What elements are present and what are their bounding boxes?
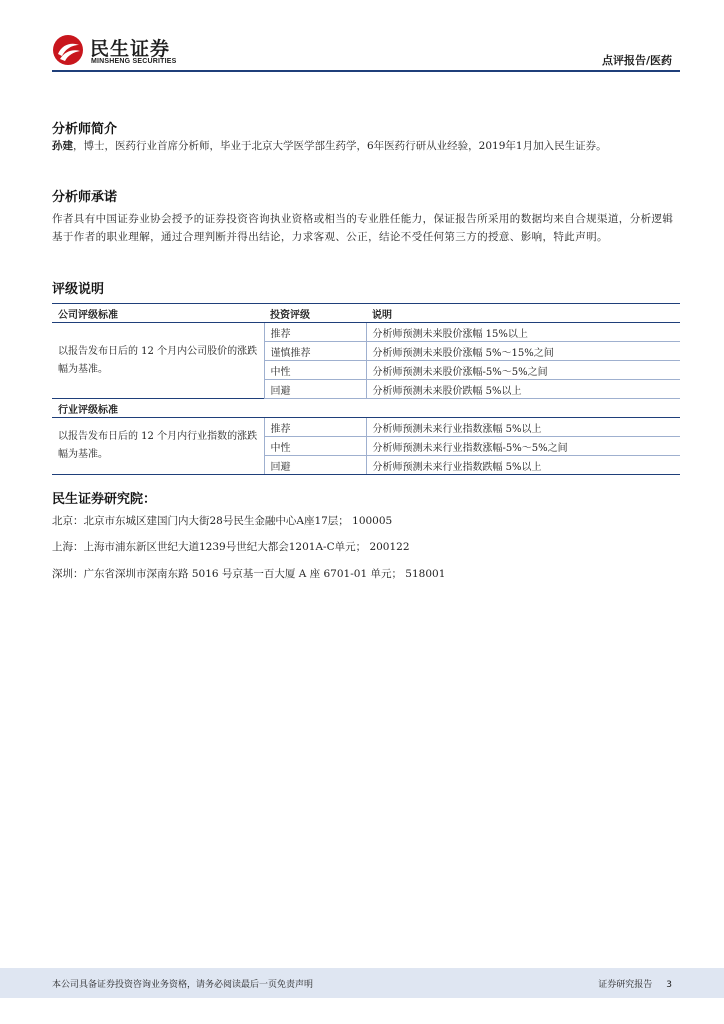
table-row xyxy=(52,418,680,437)
analyst-name: 孙建 xyxy=(52,140,73,152)
rating-title: 评级说明 xyxy=(52,282,105,297)
rating-description: 分析师预测未来行业指数跌幅 5%以上 xyxy=(366,456,680,475)
rating-table-header xyxy=(52,304,680,323)
rating-level: 中性 xyxy=(264,361,366,380)
footer-disclaimer: 本公司具备证券投资咨询业务资格，请务必阅读最后一页免责声明 xyxy=(52,980,314,990)
rating-description: 分析师预测未来股价跌幅 5%以上 xyxy=(366,380,680,399)
address-beijing: 北京：北京市东城区建国门内大街28号民生金融中心A座17层； 100005 xyxy=(52,515,393,527)
address-shanghai: 上海：上海市浦东新区世纪大道1239号世纪大都会1201A-C单元； 200122 xyxy=(52,541,410,553)
industry-rating-header-row xyxy=(52,399,680,418)
address-shenzhen: 深圳：广东省深圳市深南东路 5016 号京基一百大厦 A 座 6701-01 单元； 518001 xyxy=(52,568,446,580)
page-footer xyxy=(0,968,724,998)
footer-label: 证券研究报告 xyxy=(598,980,653,990)
level-header: 投资评级 xyxy=(264,304,366,323)
rating-description: 分析师预测未来行业指数涨幅-5%～5%之间 xyxy=(366,437,680,456)
rating-table xyxy=(52,303,680,475)
company-logo xyxy=(52,34,192,68)
page-header xyxy=(0,0,724,72)
rating-description: 分析师预测未来股价涨幅-5%～5%之间 xyxy=(366,361,680,380)
footer-right xyxy=(584,977,672,990)
header-divider xyxy=(52,70,680,72)
institute-title: 民生证券研究院： xyxy=(52,492,157,507)
rating-level: 推荐 xyxy=(264,418,366,437)
logo-english-name: MINSHENG SECURITIES xyxy=(91,58,177,65)
minsheng-logo-icon xyxy=(52,34,84,66)
rating-description: 分析师预测未来行业指数涨幅 5%以上 xyxy=(366,418,680,437)
report-type: 点评报告/医药 xyxy=(601,54,672,67)
rating-level: 回避 xyxy=(264,456,366,475)
rating-description: 分析师预测未来股价涨幅 5%～15%之间 xyxy=(366,342,680,361)
rating-level: 谨慎推荐 xyxy=(264,342,366,361)
company-rating-header: 公司评级标准 xyxy=(52,304,264,323)
analyst-intro-title: 分析师简介 xyxy=(52,122,118,137)
analyst-bio: ，博士，医药行业首席分析师，毕业于北京大学医学部生药学，6年医药行研从业经验，2019年1月加入民生证券。 xyxy=(73,140,607,152)
page-number: 3 xyxy=(666,980,672,990)
rating-level: 中性 xyxy=(264,437,366,456)
rating-description: 分析师预测未来股价涨幅 15%以上 xyxy=(366,323,680,342)
industry-rating-header: 行业评级标准 xyxy=(52,399,680,418)
table-row xyxy=(52,323,680,342)
commitment-title: 分析师承诺 xyxy=(52,190,118,205)
rating-level: 推荐 xyxy=(264,323,366,342)
company-basis: 以报告发布日后的 12 个月内公司股价的涨跌幅为基准。 xyxy=(52,323,264,399)
description-header: 说明 xyxy=(366,304,680,323)
logo-chinese-name: 民生证券 xyxy=(90,38,171,60)
industry-basis: 以报告发布日后的 12 个月内行业指数的涨跌幅为基准。 xyxy=(52,418,264,475)
analyst-intro-text xyxy=(52,137,680,155)
commitment-text: 作者具有中国证券业协会授予的证券投资咨询执业资格或相当的专业胜任能力，保证报告所采用的数据均来自合规渠道，分析逻辑基于作者的职业理解，通过合理判断并得出结论，力求客观、公正，结论不受任何第三方的授意、影响，特此声明。 xyxy=(52,213,674,243)
rating-level: 回避 xyxy=(264,380,366,399)
